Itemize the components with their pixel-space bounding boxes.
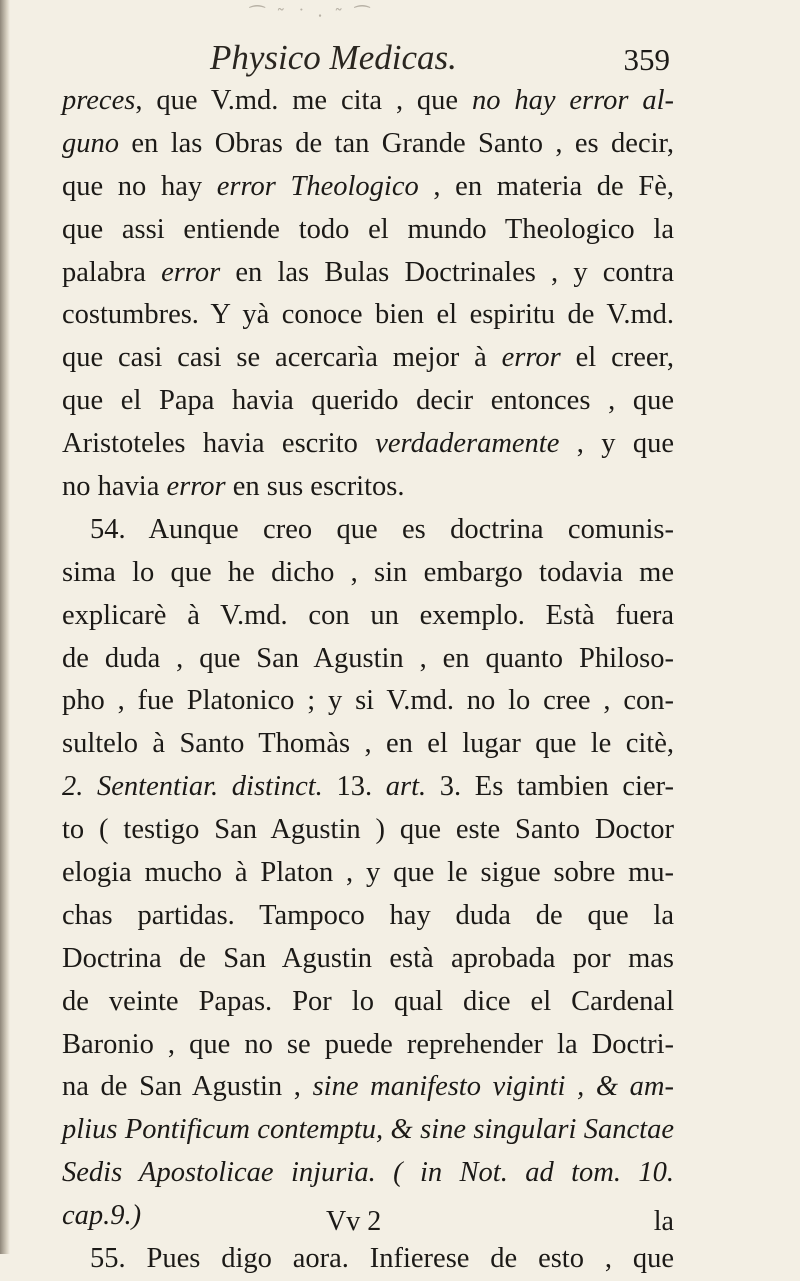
text-line: to ( testigo San Agustin ) que este Santo Doctor bbox=[62, 814, 674, 846]
text-line: explicarè à V.md. con un exemplo. Està fuera bbox=[62, 599, 674, 631]
latin-quote-line: plius Pontificum contemptu, & sine singulari Sanctae bbox=[62, 1114, 674, 1146]
catchword: la bbox=[653, 1206, 674, 1237]
text-line: que el Papa havia querido decir entonces , que bbox=[62, 385, 674, 417]
text-line: 2. Sententiar. distinct. 13. art. 3. Es tambien cier- bbox=[62, 771, 675, 803]
text-line: no havia error en sus escritos. bbox=[62, 471, 405, 503]
paragraph-55-start: 55. Pues digo aora. Infierese de esto , que bbox=[90, 1243, 674, 1275]
text-line: na de San Agustin , sine manifesto viginti , & am- bbox=[62, 1071, 674, 1103]
page-header bbox=[60, 36, 670, 86]
text-line: que no hay error Theologico , en materia de Fè, bbox=[62, 170, 674, 202]
show-through-bleed: ⁀ ˜ ˙ ⸱ ˜ ⁀ bbox=[250, 6, 373, 27]
text-line: pho , fue Platonico ; y si V.md. no lo cree , con- bbox=[62, 685, 674, 717]
running-title: Physico Medicas. bbox=[210, 38, 457, 77]
text-line: que assi entiende todo el mundo Theologico la bbox=[62, 213, 674, 245]
page-gutter-shadow bbox=[0, 0, 10, 1254]
text-line: palabra error en las Bulas Doctrinales , y contra bbox=[62, 256, 674, 288]
signature-mark: Vv 2 bbox=[326, 1206, 382, 1237]
text-line: Baronio , que no se puede reprehender la Doctri- bbox=[62, 1028, 674, 1060]
page-footer bbox=[290, 1206, 680, 1242]
citation-line: cap.9.) bbox=[62, 1200, 142, 1232]
text-line: de duda , que San Agustin , en quanto Philoso- bbox=[62, 642, 674, 674]
text-line: preces, que V.md. me cita , que no hay error al- bbox=[62, 85, 674, 116]
paragraph-54-start: 54. Aunque creo que es doctrina comunis- bbox=[90, 513, 674, 545]
text-line: que casi casi se acercarìa mejor à error el creer, bbox=[62, 342, 674, 374]
text-line: elogia mucho à Platon , y que le sigue sobre mu- bbox=[62, 857, 674, 889]
text-line: sultelo à Santo Thomàs , en el lugar que le citè, bbox=[62, 728, 674, 760]
text-line: Aristoteles havia escrito verdaderamente , y que bbox=[62, 428, 674, 460]
text-line: guno en las Obras de tan Grande Santo , es decir, bbox=[62, 127, 674, 159]
page-number: 359 bbox=[623, 42, 670, 77]
text-line: de veinte Papas. Por lo qual dice el Cardenal bbox=[62, 985, 674, 1017]
latin-quote-line: Sedis Apostolicae injuria. ( in Not. ad tom. 10. bbox=[62, 1157, 674, 1189]
text-line: costumbres. Y yà conoce bien el espiritu de V.md. bbox=[62, 299, 674, 331]
text-line: chas partidas. Tampoco hay duda de que la bbox=[62, 899, 674, 931]
text-line: sima lo que he dicho , sin embargo todavia me bbox=[62, 556, 674, 588]
body-text bbox=[62, 80, 674, 1281]
text-line: Doctrina de San Agustin està aprobada por mas bbox=[62, 942, 674, 974]
